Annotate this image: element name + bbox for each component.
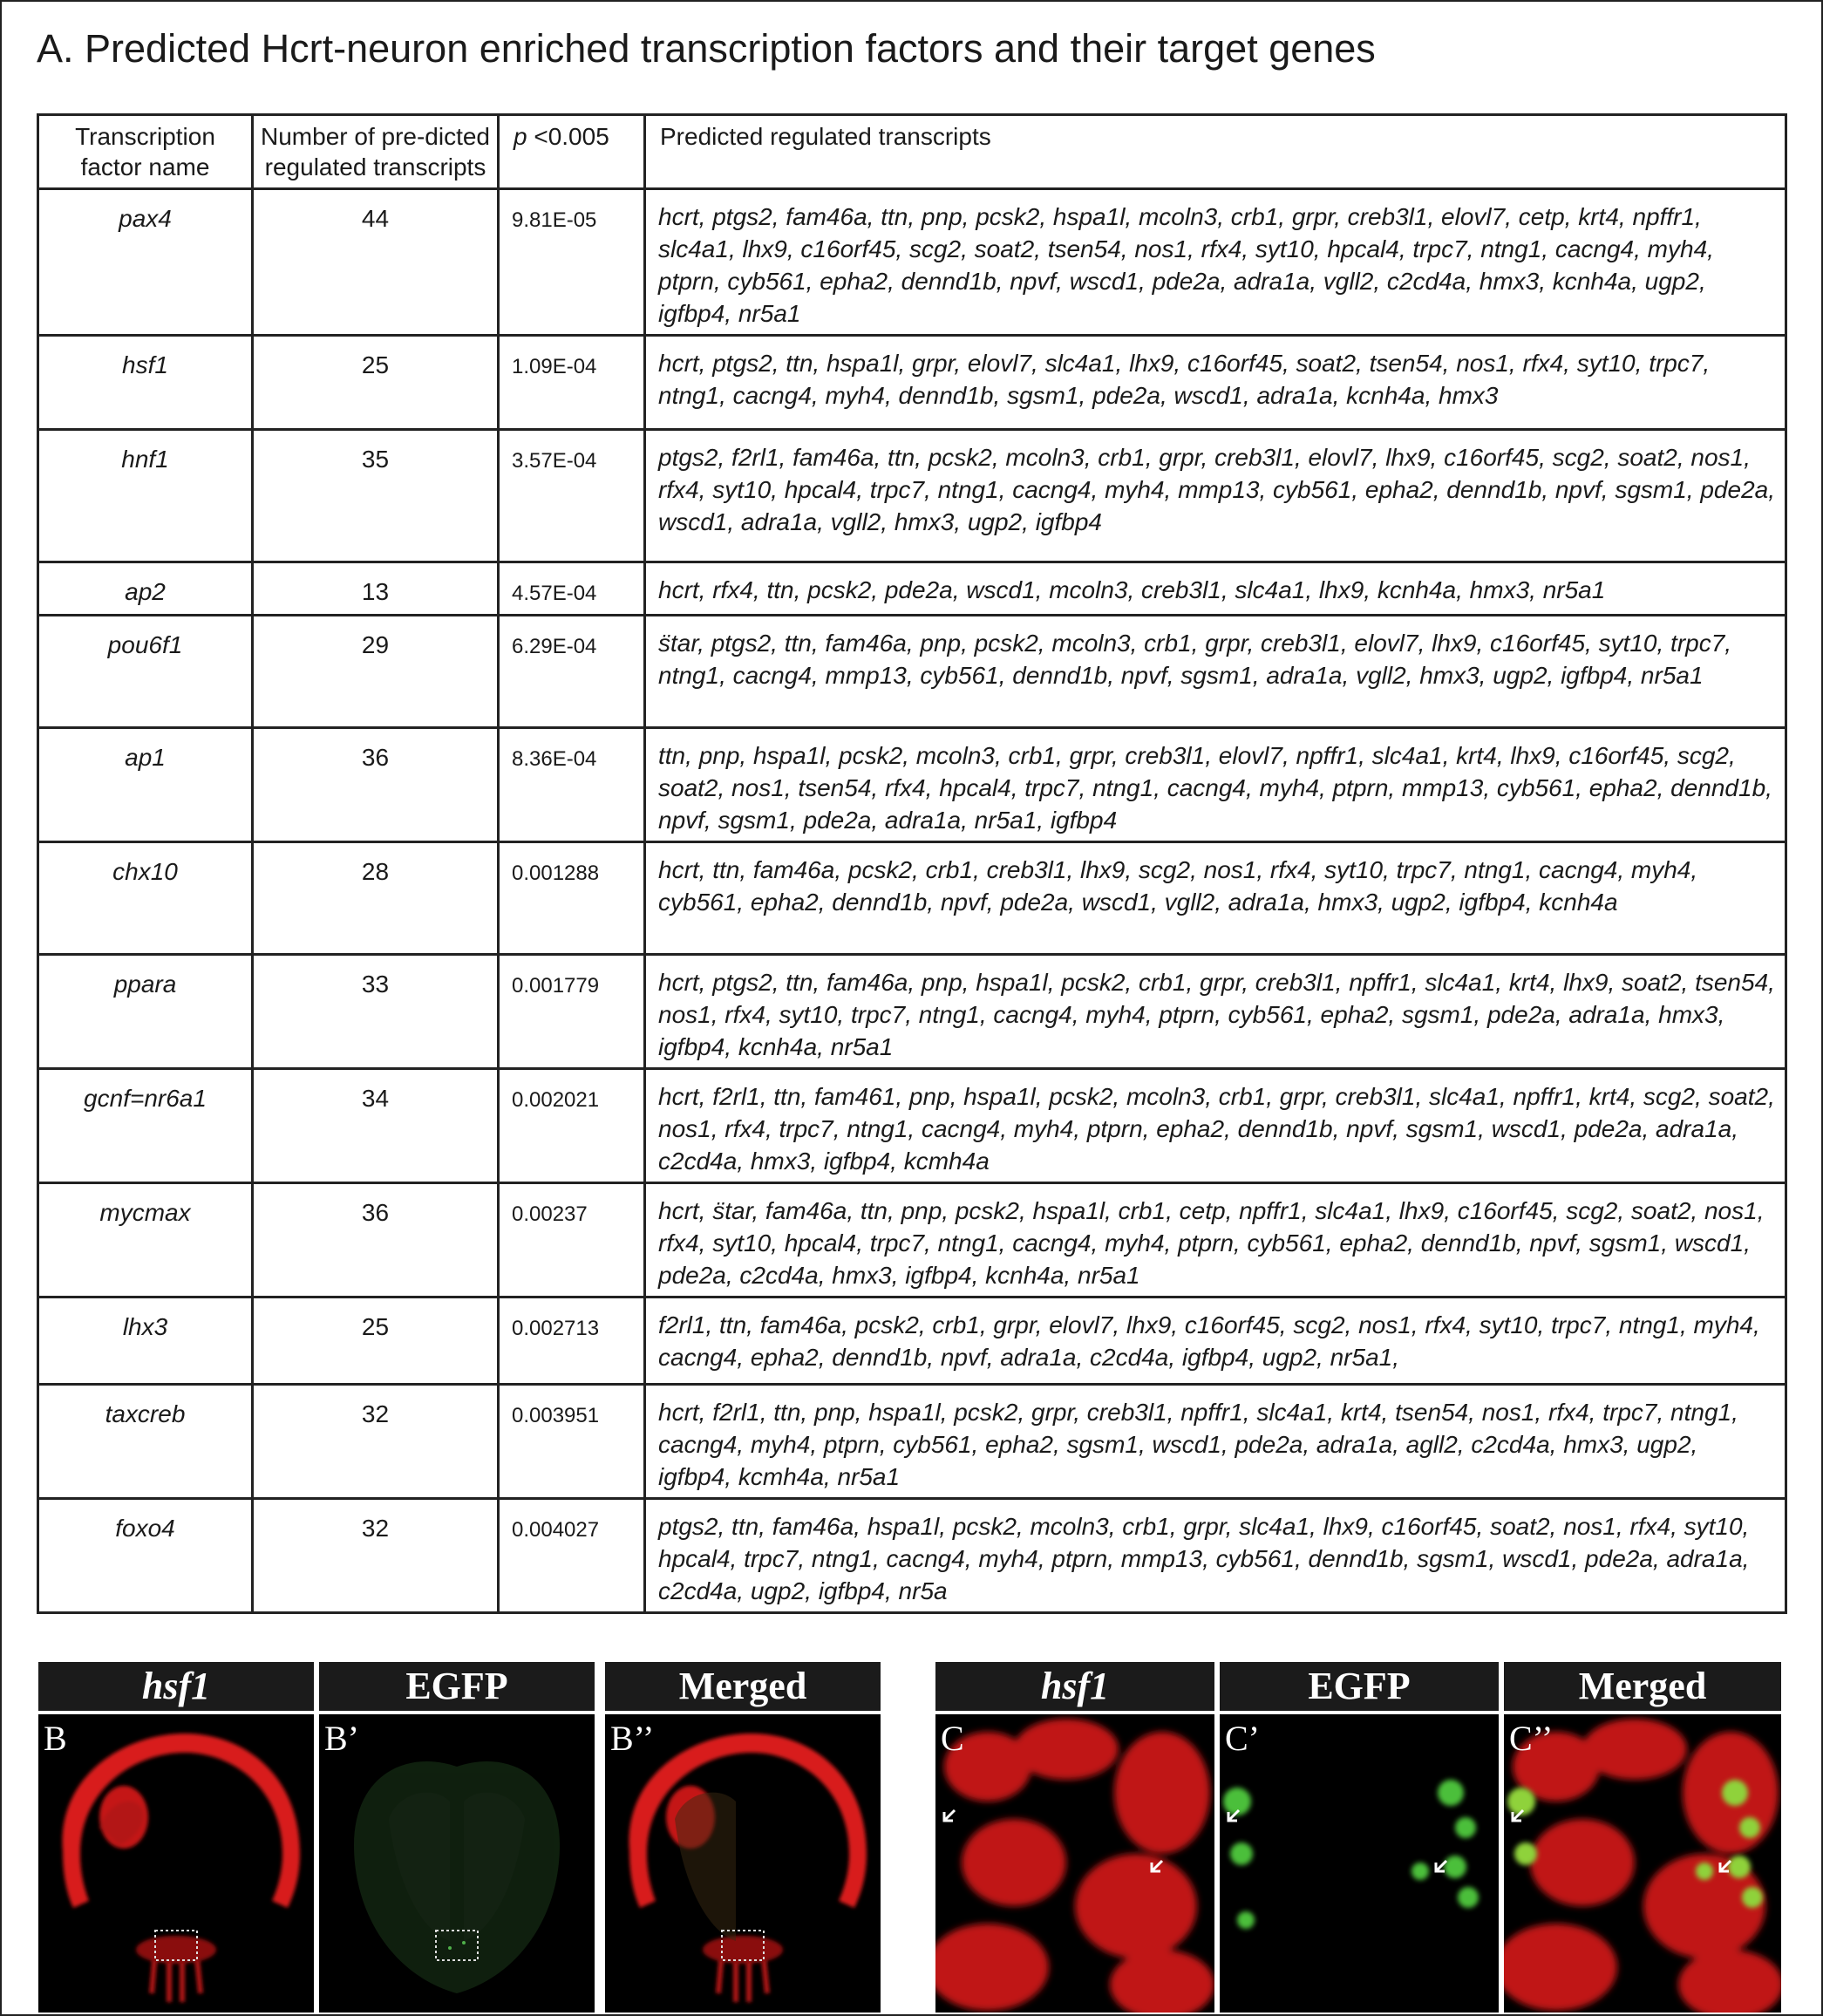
transcript-count: 32 (253, 1385, 499, 1499)
panel-c-hsf1-image (935, 1714, 1214, 2013)
table-row (38, 842, 1786, 955)
panel-c-letter: C (941, 1719, 964, 1758)
transcript-count: 36 (253, 728, 499, 842)
p-value: 0.004027 (499, 1499, 645, 1613)
table-row (38, 1183, 1786, 1297)
transcript-list: hcrt, ptgs2, fam46a, ttn, pnp, pcsk2, hspa1l, mcoln3, crb1, grpr, creb3l1, elovl7, cetp, krt4, npffr1, slc4a1, lhx9, c16orf45, scg2, soat2, tsen54, nos1, rfx4, syt10, hpcal4, trpc7, ntng1, cacng4, myh4, ptprn, cyb561, epha2, dennd1b, npvf, wscd1, pde2a, adra1a, vgll2, c2cd4a, hmx3, kcnh4a, ugp2, igfbp4, nr5a1 (645, 189, 1786, 336)
transcript-list: ptgs2, f2rl1, fam46a, ttn, pcsk2, mcoln3, crb1, grpr, creb3l1, elovl7, lhx9, c16orf45, scg2, soat2, nos1, rfx4, syt10, hpcal4, trpc7, ntng1, cacng4, myh4, mmp13, cyb561, epha2, dennd1b, npvf, sgsm1, pde2a, wscd1, adra1a, vgll2, hmx3, ugp2, igfbp4 (645, 430, 1786, 562)
panel-b-merged (605, 1662, 881, 2013)
panel-c-hsf1-header: hsf1 (935, 1662, 1214, 1711)
panel-b-egfp-image (319, 1714, 595, 2013)
transcript-list: hcrt, rfx4, ttn, pcsk2, pde2a, wscd1, mcoln3, creb3l1, slc4a1, lhx9, kcnh4a, hmx3, nr5a1 (645, 562, 1786, 616)
tf-name: pou6f1 (38, 616, 253, 728)
p-value: 0.002021 (499, 1069, 645, 1183)
transcript-list: hcrt, f2rl1, ttn, pnp, hspa1l, pcsk2, grpr, creb3l1, npffr1, slc4a1, krt4, tsen54, nos1, rfx4, trpc7, ntng1, cacng4, myh4, ptprn, cyb561, epha2, sgsm1, wscd1, pde2a, adra1a, agll2, c2cd4a, hmx3, ugp2, igfbp4, kcmh4a, nr5a1 (645, 1385, 1786, 1499)
panel-c-merged-image (1504, 1714, 1781, 2013)
p-value: 1.09E-04 (499, 336, 645, 430)
transcript-count: 34 (253, 1069, 499, 1183)
tf-name: foxo4 (38, 1499, 253, 1613)
transcript-list: s̈tar, ptgs2, ttn, fam46a, pnp, pcsk2, mcoln3, crb1, grpr, creb3l1, elovl7, lhx9, c16orf45, syt10, trpc7, ntng1, cacng4, mmp13, cyb561, dennd1b, npvf, sgsm1, adra1a, vgll2, hmx3, ugp2, igfbp4, nr5a1 (645, 616, 1786, 728)
p-value: 0.00237 (499, 1183, 645, 1297)
p-value: 9.81E-05 (499, 189, 645, 336)
transcript-list: hcrt, s̈tar, fam46a, ttn, pnp, pcsk2, hspa1l, crb1, cetp, npffr1, slc4a1, lhx9, c16orf45, scg2, soat2, nos1, rfx4, syt10, hpcal4, trpc7, ntng1, cacng4, myh4, ptprn, cyb561, epha2, dennd1b, npvf, sgsm1, wscd1, pde2a, c2cd4a, hmx3, igfbp4, kcnh4a, nr5a1 (645, 1183, 1786, 1297)
transcript-count: 25 (253, 336, 499, 430)
header-p-value (499, 115, 645, 189)
header-p-threshold: <0.005 (527, 123, 609, 150)
tf-name: chx10 (38, 842, 253, 955)
p-value: 0.001779 (499, 955, 645, 1069)
p-value: 8.36E-04 (499, 728, 645, 842)
panel-c-egfp-image (1220, 1714, 1499, 2013)
table-row (38, 1385, 1786, 1499)
transcript-list: f2rl1, ttn, fam46a, pcsk2, crb1, grpr, elovl7, lhx9, c16orf45, scg2, nos1, rfx4, syt10, trpc7, ntng1, myh4, cacng4, epha2, dennd1b, npvf, adra1a, c2cd4a, igfbp4, ugp2, nr5a1, (645, 1297, 1786, 1385)
transcript-count: 33 (253, 955, 499, 1069)
transcript-count: 32 (253, 1499, 499, 1613)
tf-name: ap1 (38, 728, 253, 842)
table-row (38, 562, 1786, 616)
transcript-count: 29 (253, 616, 499, 728)
table-row (38, 430, 1786, 562)
table-row (38, 616, 1786, 728)
p-value: 3.57E-04 (499, 430, 645, 562)
tf-name: mycmax (38, 1183, 253, 1297)
tf-name: lhx3 (38, 1297, 253, 1385)
panel-b-hsf1-header: hsf1 (38, 1662, 314, 1711)
table-row (38, 728, 1786, 842)
tf-name: gcnf=nr6a1 (38, 1069, 253, 1183)
panel-b-double-prime-letter: B’’ (610, 1719, 655, 1758)
header-count: Number of pre-dicted regulated transcripts (253, 115, 499, 189)
transcript-list: ptgs2, ttn, fam46a, hspa1l, pcsk2, mcoln3, crb1, grpr, slc4a1, lhx9, c16orf45, soat2, nos1, rfx4, syt10, hpcal4, trpc7, ntng1, cacng4, myh4, ptprn, mmp13, cyb561, dennd1b, sgsm1, wscd1, pde2a, adra1a, c2cd4a, ugp2, igfbp4, nr5a (645, 1499, 1786, 1613)
tf-name: pax4 (38, 189, 253, 336)
panel-b-strip (38, 1662, 882, 2013)
table-row (38, 1499, 1786, 1613)
transcript-list: hcrt, f2rl1, ttn, fam461, pnp, hspa1l, pcsk2, mcoln3, crb1, grpr, creb3l1, slc4a1, npffr1, krt4, scg2, soat2, nos1, rfx4, trpc7, ntng1, cacng4, myh4, ptprn, epha2, dennd1b, npvf, sgsm1, wscd1, pde2a, adra1a, c2cd4a, hmx3, igfbp4, kcmh4a (645, 1069, 1786, 1183)
panel-b-hsf1 (38, 1662, 314, 2013)
table-row (38, 1069, 1786, 1183)
panel-c-egfp-header: EGFP (1220, 1662, 1499, 1711)
table-row (38, 955, 1786, 1069)
transcript-count: 44 (253, 189, 499, 336)
transcript-count: 25 (253, 1297, 499, 1385)
header-tf-name: Transcription factor name (38, 115, 253, 189)
tf-name: ap2 (38, 562, 253, 616)
tf-name: ppara (38, 955, 253, 1069)
table-row (38, 336, 1786, 430)
panel-c-egfp (1220, 1662, 1499, 2013)
transcript-count: 13 (253, 562, 499, 616)
p-value: 0.002713 (499, 1297, 645, 1385)
panel-c-double-prime-letter: C’’ (1509, 1719, 1554, 1758)
p-value: 4.57E-04 (499, 562, 645, 616)
panel-c-merged (1504, 1662, 1781, 2013)
panel-b-hsf1-image (38, 1714, 314, 2013)
transcript-count: 35 (253, 430, 499, 562)
header-p-symbol: p (514, 123, 527, 150)
p-value: 6.29E-04 (499, 616, 645, 728)
transcription-factor-table (37, 113, 1787, 1614)
panel-c-hsf1 (935, 1662, 1214, 2013)
transcript-count: 28 (253, 842, 499, 955)
panel-b-egfp-header: EGFP (319, 1662, 595, 1711)
panel-b-merged-header: Merged (605, 1662, 881, 1711)
panel-c-strip (935, 1662, 1781, 2013)
header-transcripts: Predicted regulated transcripts (645, 115, 1786, 189)
panel-b-letter: B (44, 1719, 67, 1758)
panel-c-prime-letter: C’ (1225, 1719, 1260, 1758)
panel-b-merged-image (605, 1714, 881, 2013)
transcript-count: 36 (253, 1183, 499, 1297)
transcript-list: hcrt, ttn, fam46a, pcsk2, crb1, creb3l1, lhx9, scg2, nos1, rfx4, syt10, trpc7, ntng1, cacng4, myh4, cyb561, epha2, dennd1b, npvf, pde2a, wscd1, vgll2, adra1a, hmx3, ugp2, igfbp4, kcnh4a (645, 842, 1786, 955)
panel-a-title: A. Predicted Hcrt-neuron enriched transcription factors and their target genes (37, 26, 1376, 71)
transcript-list: hcrt, ptgs2, ttn, hspa1l, grpr, elovl7, slc4a1, lhx9, c16orf45, soat2, tsen54, nos1, rfx4, syt10, trpc7, ntng1, cacng4, myh4, dennd1b, sgsm1, pde2a, wscd1, adra1a, kcnh4a, hmx3 (645, 336, 1786, 430)
panel-b-prime-letter: B’ (324, 1719, 359, 1758)
p-value: 0.003951 (499, 1385, 645, 1499)
table-row (38, 1297, 1786, 1385)
panel-b-egfp (319, 1662, 595, 2013)
table-row (38, 189, 1786, 336)
tf-name: hsf1 (38, 336, 253, 430)
table-header-row (38, 115, 1786, 189)
tf-name: hnf1 (38, 430, 253, 562)
transcript-list: ttn, pnp, hspa1l, pcsk2, mcoln3, crb1, grpr, creb3l1, elovl7, npffr1, slc4a1, krt4, lhx9, c16orf45, scg2, soat2, nos1, tsen54, rfx4, hpcal4, trpc7, ntng1, cacng4, myh4, ptprn, mmp13, cyb561, epha2, dennd1b, npvf, sgsm1, pde2a, adra1a, nr5a1, igfbp4 (645, 728, 1786, 842)
tf-name: taxcreb (38, 1385, 253, 1499)
p-value: 0.001288 (499, 842, 645, 955)
panel-c-merged-header: Merged (1504, 1662, 1781, 1711)
transcript-list: hcrt, ptgs2, ttn, fam46a, pnp, hspa1l, pcsk2, crb1, grpr, creb3l1, npffr1, slc4a1, krt4, lhx9, soat2, tsen54, nos1, rfx4, syt10, trpc7, ntng1, cacng4, myh4, ptprn, cyb561, epha2, sgsm1, pde2a, adra1a, hmx3, igfbp4, kcnh4a, nr5a1 (645, 955, 1786, 1069)
